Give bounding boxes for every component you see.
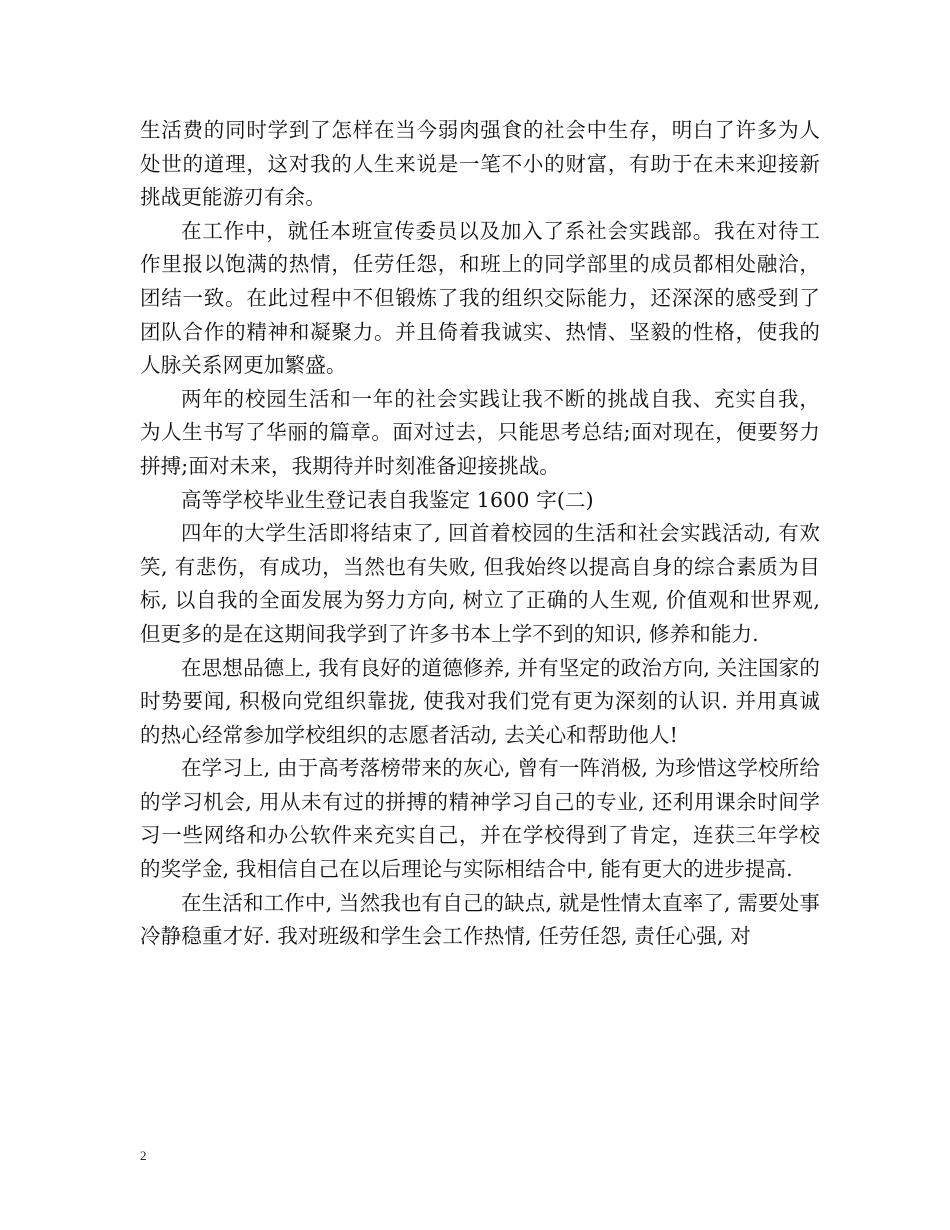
paragraph-continuation: 生活费的同时学到了怎样在当今弱肉强食的社会中生存，明白了许多为人处世的道理，这对我的人生来说是一笔不小的财富，有助于在未来迎接新挑战更能游刃有余。 [140, 118, 820, 210]
paragraph-ideology: 在思想品德上, 我有良好的道德修养, 并有坚定的政治方向, 关注国家的时势要闻, 积极向党组织靠拢, 使我对我们党有更为深刻的认识. 并用真诚的热心经常参加学校组织的志愿者活动, 去关心和帮助他人! [140, 655, 820, 747]
page-number: 2 [140, 1148, 147, 1163]
page-body [140, 114, 820, 954]
paragraph-life-work: 在生活和工作中, 当然我也有自己的缺点, 就是性情太直率了, 需要处事冷静稳重才好. 我对班级和学生会工作热情, 任劳任怨, 责任心强, 对 [140, 890, 820, 949]
paragraph-summary: 两年的校园生活和一年的社会实践让我不断的挑战自我、充实自我，为人生书写了华丽的篇章。面对过去，只能思考总结;面对现在，便要努力拼搏;面对未来，我期待并时刻准备迎接挑战。 [140, 386, 820, 478]
section-heading: 高等学校毕业生登记表自我鉴定 1600 字(二) [181, 487, 594, 512]
paragraph-study: 在学习上, 由于高考落榜带来的灰心, 曾有一阵消极, 为珍惜这学校所给的学习机会, 用从未有过的拼搏的精神学习自己的专业, 还利用课余时间学习一些网络和办公软件来充实自己，并在学校得到了肯定，连获三年学校的奖学金, 我相信自己在以后理论与实际相结合中, 能有更大的进步提高. [140, 756, 820, 882]
paragraph-work: 在工作中，就任本班宣传委员以及加入了系社会实践部。我在对待工作里报以饱满的热情，任劳任怨，和班上的同学部里的成员都相处融洽，团结一致。在此过程中不但锻炼了我的组织交际能力，还深深的感受到了团队合作的精神和凝聚力。并且倚着我诚实、热情、坚毅的性格，使我的人脉关系网更加繁盛。 [140, 218, 820, 378]
paragraph-intro: 四年的大学生活即将结束了, 回首着校园的生活和社会实践活动, 有欢笑, 有悲伤，有成功，当然也有失败, 但我始终以提高自身的综合素质为目标, 以自我的全面发展为努力方向, 树立了正确的人生观, 价值观和世界观, 但更多的是在这期间我学到了许多书本上学不到的知识, 修养和能力. [140, 521, 820, 646]
